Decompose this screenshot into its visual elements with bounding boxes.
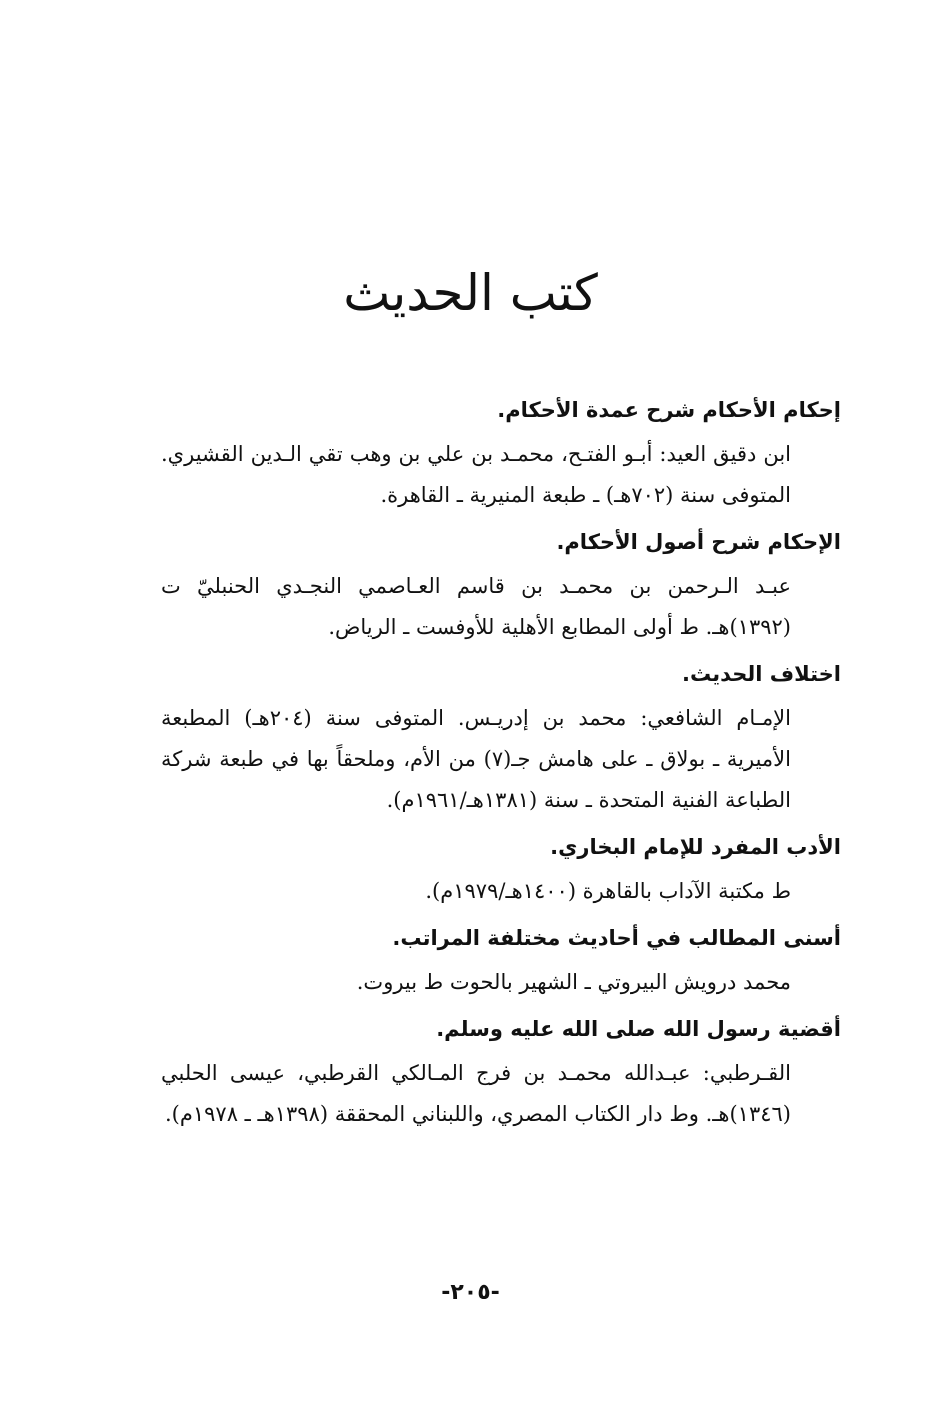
entry-body: ط مكتبة الآداب بالقاهرة (١٤٠٠هـ/١٩٧٩م). (425, 879, 791, 903)
bibliography-entry (161, 656, 841, 821)
section-title: كتب الحديث (343, 264, 598, 322)
bibliography-entry (161, 829, 841, 912)
page-number: -٢٠٥- (441, 1280, 500, 1305)
entry-body: عبـد الـرحمن بن محمـد بن قاسم العـاصمي النجـدي الحنبليّ ت (١٣٩٢)هـ. ط أولى المطابع الأهلية للأوفست ـ الرياض. (161, 574, 791, 639)
entry-body: محمد درويش البيروتي ـ الشهير بالحوت ط بيروت. (356, 970, 791, 994)
bibliography-list (161, 392, 841, 1143)
entry-title: أسنى المطالب في أحاديث مختلفة المراتب. (392, 926, 841, 950)
entry-title: إحكام الأحكام شرح عمدة الأحكام. (497, 398, 841, 422)
entry-title: اختلاف الحديث. (682, 662, 841, 686)
bibliography-entry (161, 392, 841, 516)
entry-body: القـرطبي: عبـدالله محمـد بن فرج المـالكي القرطبي، عيسى الحلبي (١٣٤٦)هـ. وط دار الكتاب المصري، واللبناني المحققة (١٣٩٨هـ ـ ١٩٧٨م). (161, 1061, 791, 1126)
entry-title: الإحكام شرح أصول الأحكام. (556, 530, 841, 554)
bibliography-entry (161, 1011, 841, 1135)
entry-body: ابن دقيق العيد: أبـو الفتـح، محمـد بن علي بن وهب تقي الـدين القشيري. المتوفى سنة (٧٠٢هـ) ـ طبعة المنيرية ـ القاهرة. (161, 442, 791, 507)
entry-body: الإمـام الشافعي: محمد بن إدريـس. المتوفى سنة (٢٠٤هـ) المطبعة الأميرية ـ بولاق ـ على هامش جـ(٧) من الأم، وملحقاً بها في طبعة شركة الطباعة الفنية المتحدة ـ سنة (١٣٨١هـ/١٩٦١م). (161, 706, 791, 812)
entry-title: الأدب المفرد للإمام البخاري. (550, 835, 841, 859)
bibliography-entry (161, 920, 841, 1003)
entry-title: أقضية رسول الله صلى الله عليه وسلم. (436, 1017, 841, 1041)
bibliography-entry (161, 524, 841, 648)
